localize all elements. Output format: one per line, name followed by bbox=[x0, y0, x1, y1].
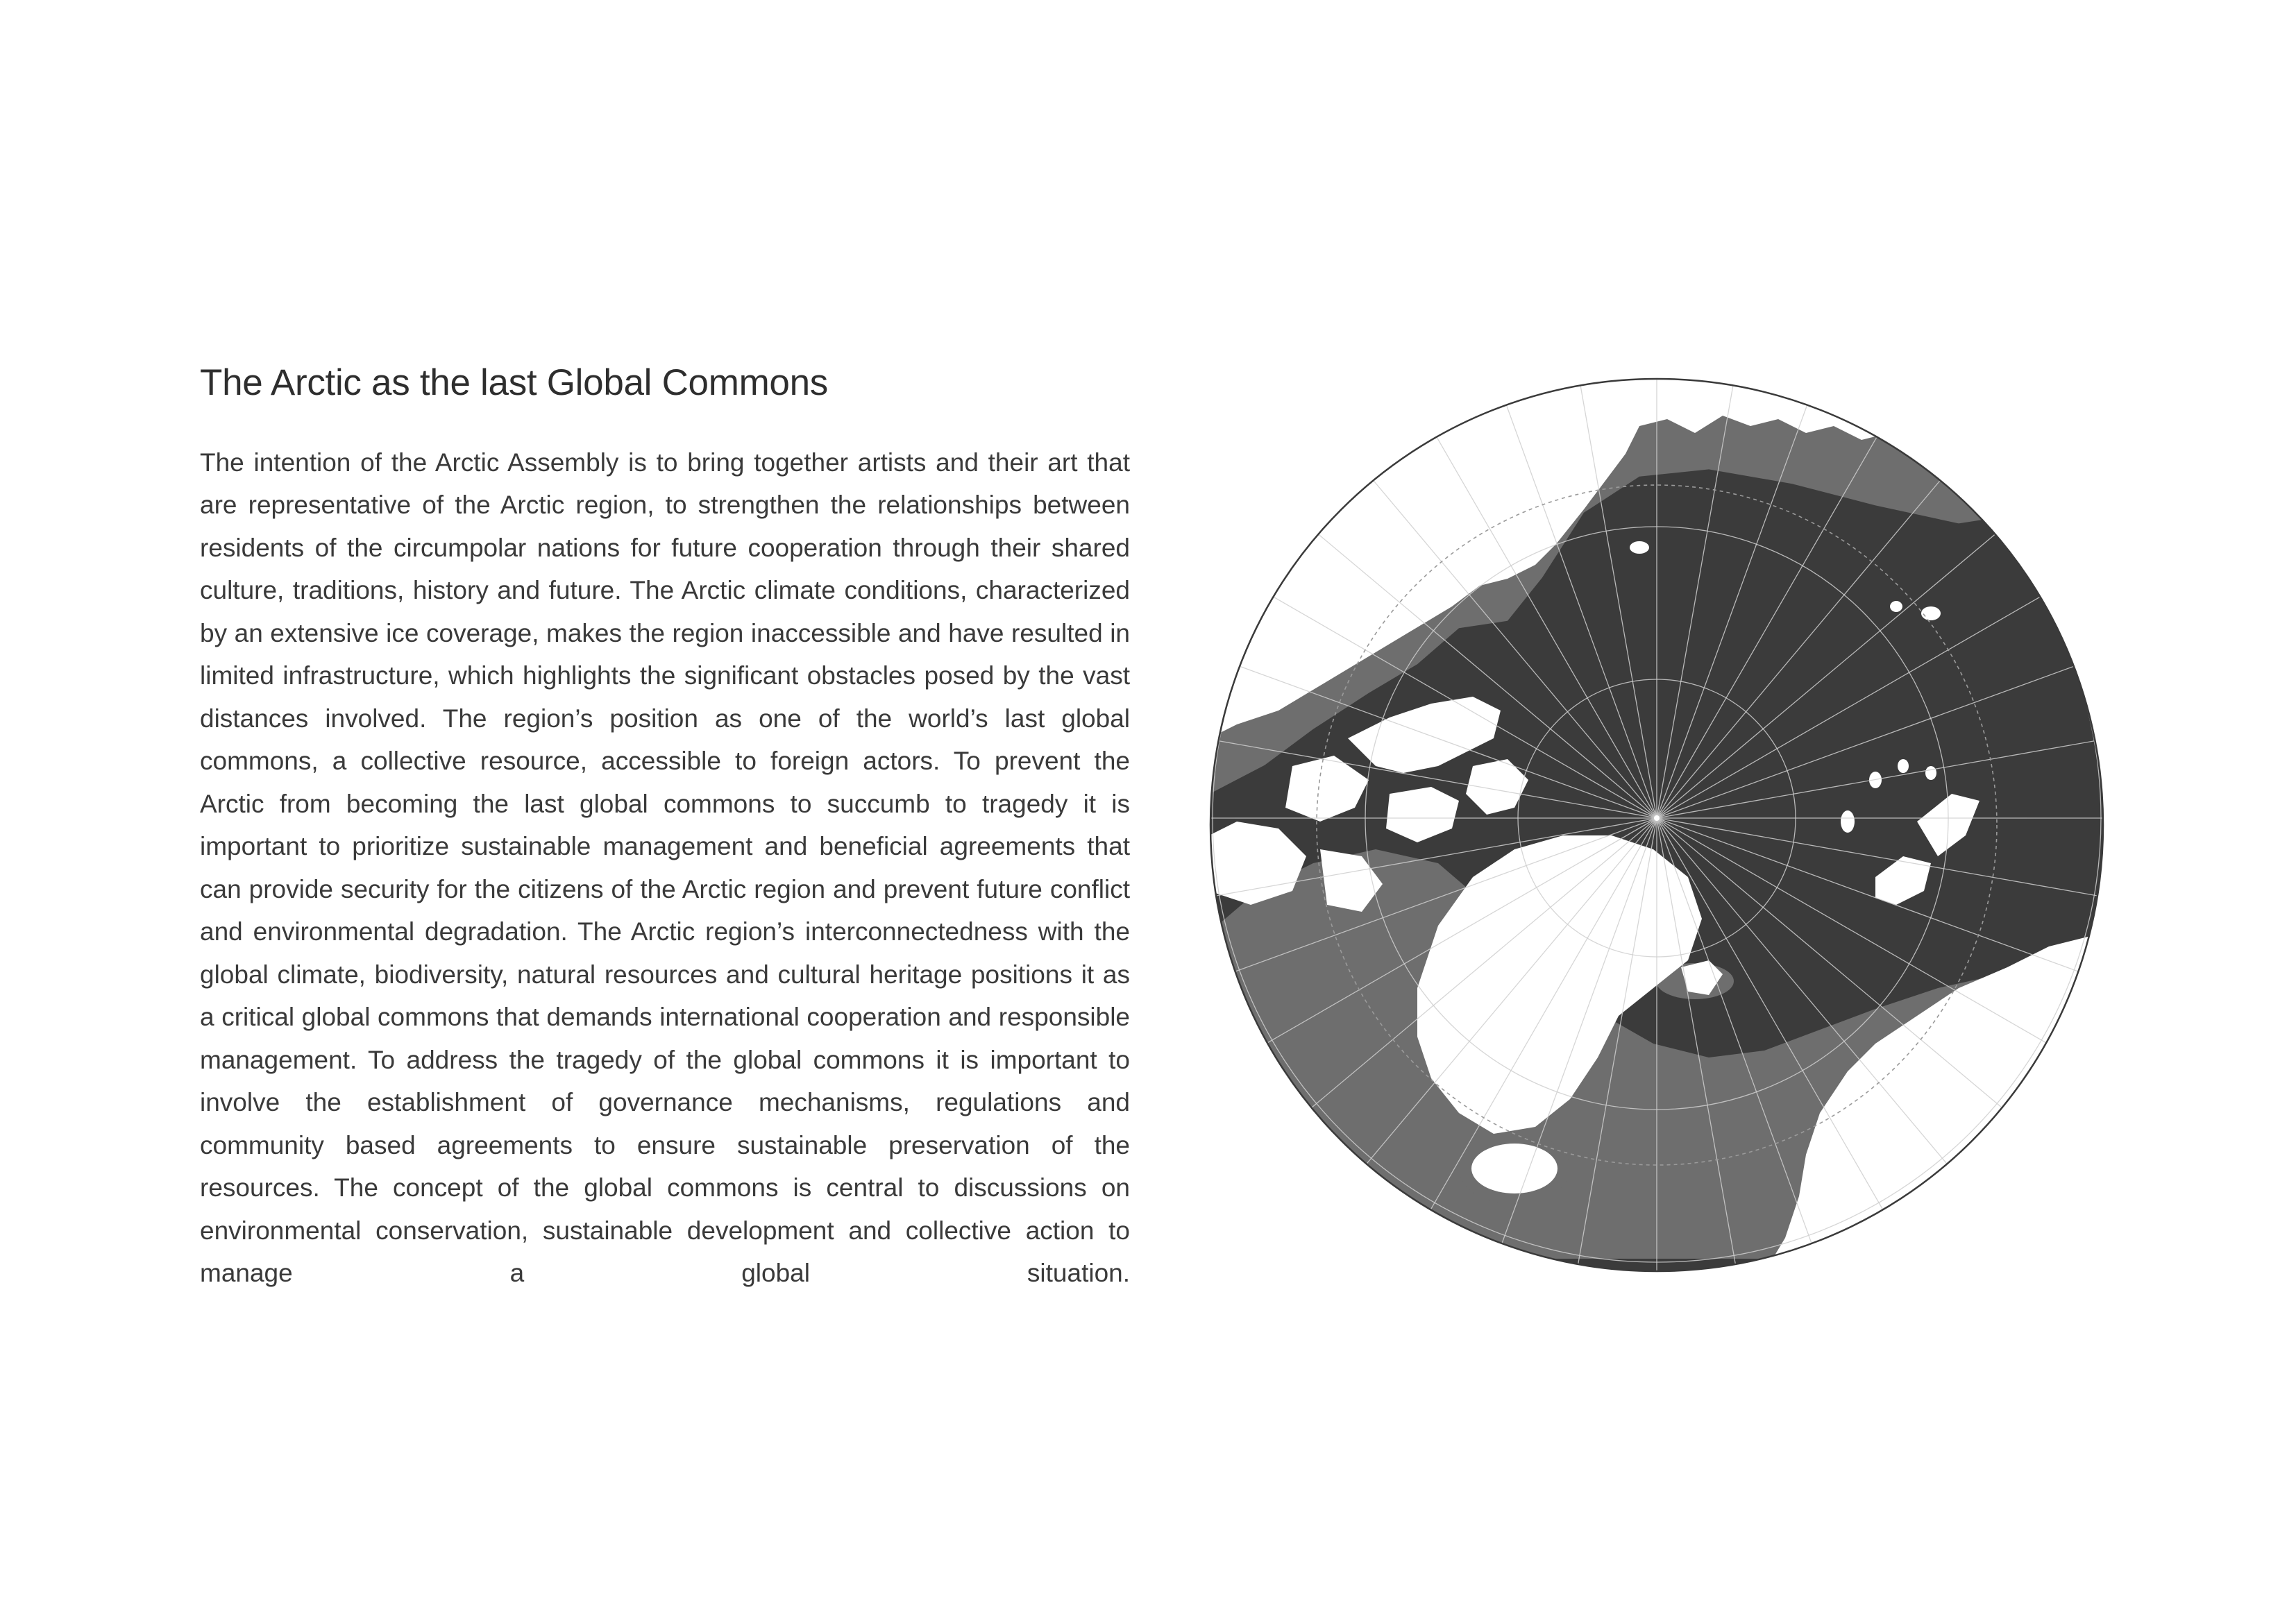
north-pole-marker bbox=[1654, 815, 1660, 821]
body-paragraph: The intention of the Arctic Assembly is to bring together artists and their art that are representative of the Arctic region, to strengthen the relationships between residents of the circumpolar nations for future cooperation through their shared culture, traditions, history and future. The Arctic climate conditions, characterized by an extensive ice coverage, makes the region inaccessible and have resulted in limited infrastructure, which highlights the significant obstacles posed by the vast distances involved. The region’s position as one of the world’s last global commons, a collective resource, accessible to foreign actors. To prevent the Arctic from becoming the last global commons to succumb to tragedy it is important to prioritize sustainable management and beneficial agreements that can provide security for the citizens of the Arctic region and prevent future conflict and environmental degradation. The Arctic region’s interconnectedness with the global climate, biodiversity, natural resources and cultural heritage positions it as a critical global commons that demands international cooperation and responsible management. To address the tragedy of the global commons it is important to involve the establishment of governance mechanisms, regulations and community based agreements to ensure sustainable preservation of the resources. The concept of the global commons is central to discussions on environmental conservation, sustainable development and collective action to manage a global situation. bbox=[200, 448, 1130, 1288]
map-content bbox=[1209, 377, 2104, 1273]
text-column bbox=[200, 361, 1130, 1295]
arctic-polar-map bbox=[1209, 377, 2104, 1273]
page-title: The Arctic as the last Global Commons bbox=[200, 362, 828, 403]
arctic-map-svg bbox=[1209, 377, 2104, 1273]
